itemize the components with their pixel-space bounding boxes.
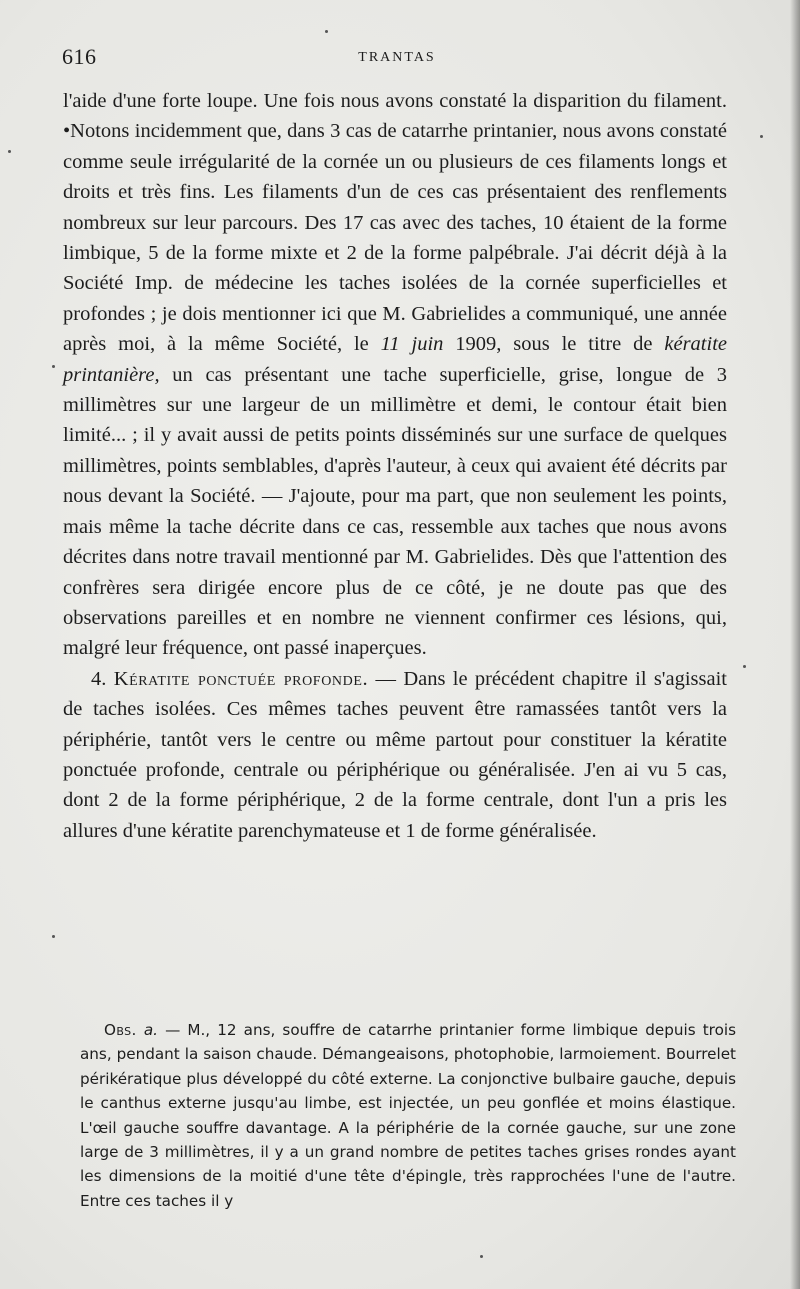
print-speck — [480, 1255, 483, 1258]
date-italic: 11 juin — [380, 333, 444, 356]
cited-title-italic: kératite printanière, — [63, 333, 727, 386]
print-speck — [325, 30, 328, 33]
section-number: 4. — [91, 667, 107, 690]
print-speck — [52, 935, 55, 938]
paragraph-2 — [63, 664, 727, 846]
paragraph-1-text-b: 1909, sous le titre de — [455, 333, 653, 356]
page-edge-shadow — [790, 0, 800, 1289]
observation-block — [80, 1018, 736, 1213]
main-text — [63, 86, 727, 846]
paragraph-1-text-a: l'aide d'une forte loupe. Une fois nous avons constaté la disparition du filament. •Notons incidemment que, dans 3 cas de catarrhe printanier, nous avons constaté comme seule irrégularité de la cornée un ou plusieurs de ces filaments longs et droits et très fins. Les filaments d'un de ces cas présentaient des renflements nombreux sur leur parcours. Des 17 cas avec des taches, 10 étaient de la forme limbique, 5 de la forme mixte et 2 de la forme palpébrale. J'ai décrit déjà à la Société Imp. de médecine les taches isolées de la cornée superficielles et profondes ; je dois mentionner ici que M. Gabrielides a communiqué, une année après moi, à la même Société, le — [63, 90, 727, 356]
page-number: 616 — [62, 44, 97, 69]
observation-letter: a. — [143, 1021, 158, 1039]
print-speck — [743, 665, 746, 668]
running-head — [62, 44, 732, 74]
print-speck — [760, 135, 763, 138]
section-heading: Kératite ponctuée profonde. — [113, 667, 369, 690]
paragraph-1-text-c: un cas présentant une tache superficielle, grise, longue de 3 millimètres sur une largeur de un millimètre et demi, le contour était bien limité... ; il y avait aussi de petits points disséminés sur une surface de quelques millimètres, points semblables, d'après l'auteur, à ceux qui avaient été décrits par nous devant la Société. — J'ajoute, pour ma part, que non seulement les points, mais même la tache décrite dans ce cas, ressemble aux taches que nous avons décrites dans notre travail mentionné par M. Gabrielides. Dès que l'attention des confrères sera dirigée encore plus de ce côté, je ne doute pas que des observations pareilles et en nombre ne viennent confirmer ces lésions, qui, malgré leur fréquence, ont passé inaperçues. — [63, 363, 728, 660]
paragraph-2-text: — Dans le précédent chapitre il s'agissait de taches isolées. Ces mêmes taches peuvent être ramassées tantôt vers la périphérie, tantôt vers le centre ou même partout pour constituer la kératite ponctuée profonde, centrale ou périphérique ou généralisée. J'en ai vu 5 cas, dont 2 de la forme périphérique, 2 de la forme centrale, dont l'un a pris les allures d'une kératite parenchymateuse et 1 de forme généralisée. — [63, 667, 727, 842]
observation-text: — M., 12 ans, souffre de catarrhe printanier forme limbique depuis trois ans, pendant la saison chaude. Démangeaisons, photophobie, larmoiement. Bourrelet périkératique plus développé du côté externe. La conjonctive bulbaire gauche, depuis le canthus externe jusqu'au limbe, est injectée, un peu gonflée et moins élastique. L'œil gauche souffre davantage. A la périphérie de la cornée gauche, sur une zone large de 3 millimètres, il y a un grand nombre de petites taches grises rondes ayant les dimensions de la moitié d'une tête d'épingle, très rapprochées l'une de l'autre. Entre ces taches il y — [80, 1021, 737, 1210]
print-speck — [52, 365, 55, 368]
running-title: TRANTAS — [358, 50, 436, 65]
print-speck — [8, 150, 11, 153]
observation-paragraph — [80, 1018, 736, 1213]
paragraph-1 — [63, 86, 727, 664]
observation-label: Obs. — [104, 1021, 137, 1039]
